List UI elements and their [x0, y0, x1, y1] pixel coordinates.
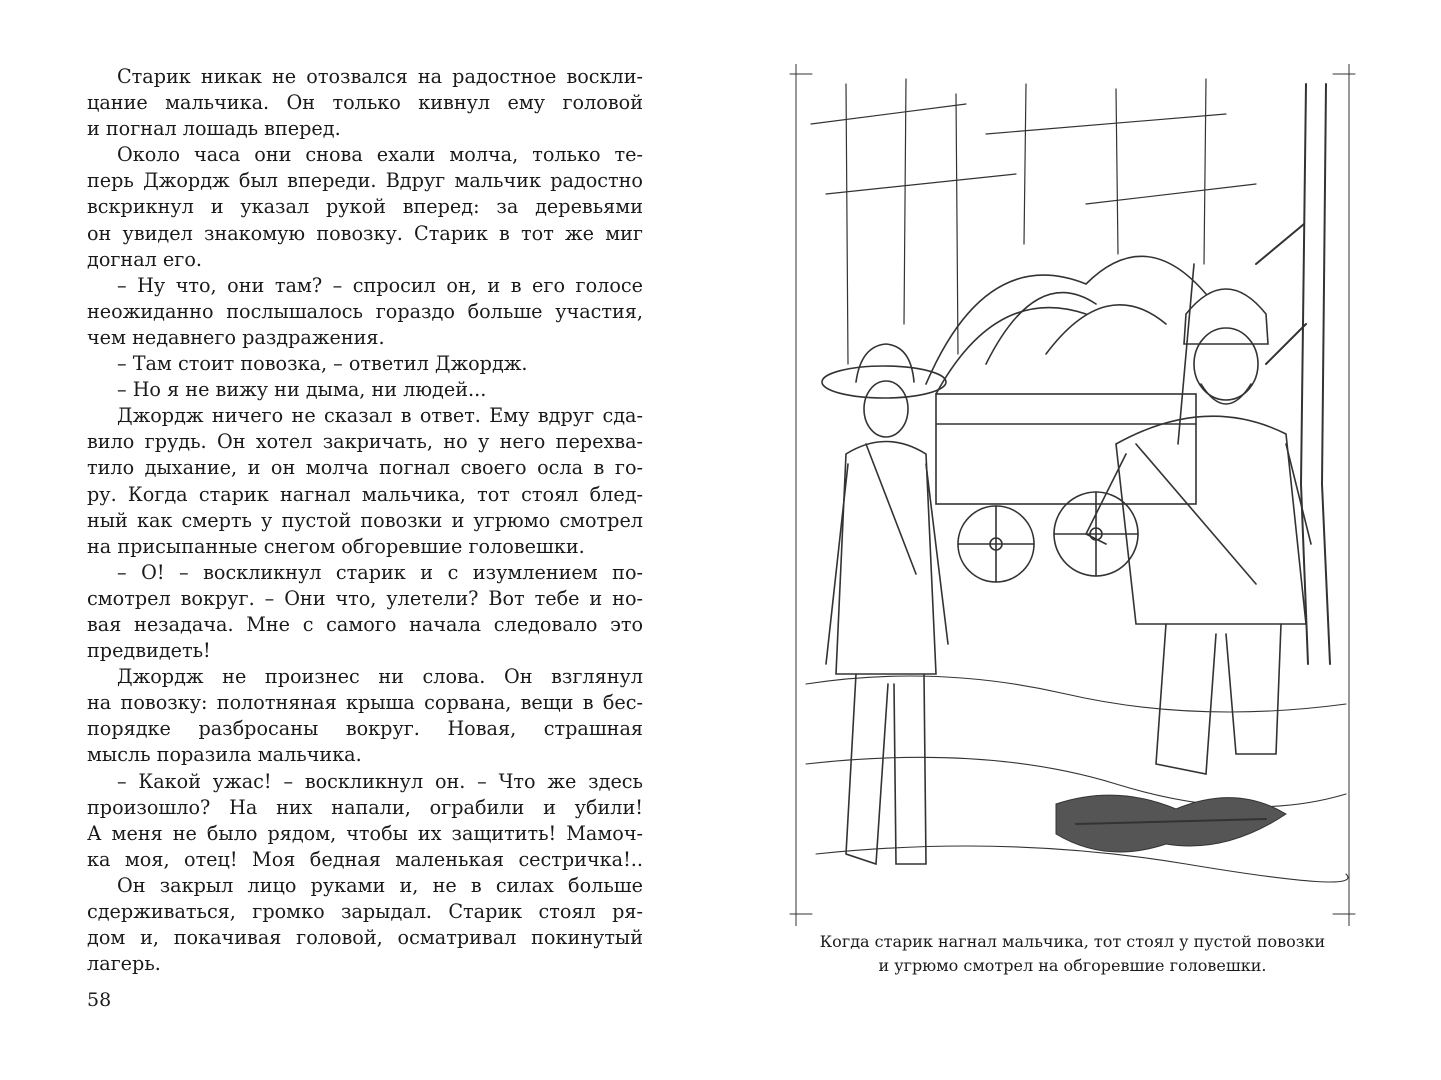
text-line: на присыпанные снегом обгоревшие головешки. — [87, 534, 585, 558]
text-line: чем недавнего раздражения. — [87, 325, 385, 349]
text-line: ру. Когда старик нагнал мальчика, тот стоял блед- — [87, 482, 643, 506]
illustration-caption — [786, 930, 1359, 978]
text-line: дом и, покачивая головой, осматривал покинутый — [87, 926, 643, 950]
caption-line: и угрюмо смотрел на обгоревшие головешки. — [878, 956, 1267, 975]
left-page-text — [87, 64, 643, 977]
text-line: вая незадача. Мне с самого начала следовало это — [87, 612, 643, 636]
text-line: – Какой ужас! – воскликнул он. – Что же здесь — [117, 769, 643, 793]
text-line: цание мальчика. Он только кивнул ему головой — [87, 91, 643, 115]
text-line: Старик никак не отозвался на радостное воскли- — [117, 65, 643, 88]
text-line: Около часа они снова ехали молча, только те- — [117, 143, 643, 167]
text-line: мысль поразила мальчика. — [87, 743, 362, 767]
text-line: Он закрыл лицо руками и, не в силах больше — [117, 873, 643, 897]
text-line: Джордж не произнес ни слова. Он взглянул — [117, 665, 643, 689]
text-line: смотрел вокруг. – Они что, улетели? Вот тебе и но- — [87, 586, 643, 610]
text-line: перь Джордж был впереди. Вдруг мальчик радостно — [87, 169, 643, 193]
text-line: ка моя, отец! Моя бедная маленькая сестричка!.. — [87, 847, 643, 871]
text-line: догнал его. — [87, 247, 202, 271]
text-line: он увидел знакомую повозку. Старик в тот же миг — [87, 221, 643, 245]
text-line: – Ну что, они там? – спросил он, и в его голосе — [117, 273, 643, 297]
text-line: неожиданно послышалось гораздо больше участия, — [87, 299, 643, 323]
text-line: порядке разбросаны вокруг. Новая, страшная — [87, 717, 643, 741]
text-line: и погнал лошадь вперед. — [87, 117, 341, 141]
illustration — [786, 64, 1359, 926]
text-line: вило грудь. Он хотел закричать, но у него перехва- — [87, 430, 643, 454]
text-line: тило дыхание, и он молча погнал своего осла в го- — [87, 456, 643, 480]
caption-line: Когда старик нагнал мальчика, тот стоял у пустой повозки — [819, 932, 1326, 951]
illustration-sketch — [786, 64, 1359, 926]
page-number: 58 — [87, 989, 112, 1011]
text-line: ный как смерть у пустой повозки и угрюмо смотрел — [87, 508, 643, 532]
text-line: вскрикнул и указал рукой вперед: за деревьями — [87, 195, 643, 219]
text-line: – Но я не вижу ни дыма, ни людей... — [117, 378, 487, 402]
text-line: произошло? На них напали, ограбили и убили! — [87, 795, 643, 819]
text-line: – О! – воскликнул старик и с изумлением по- — [117, 560, 643, 584]
text-line: А меня не было рядом, чтобы их защитить! Мамоч- — [87, 821, 643, 845]
text-line: на повозку: полотняная крыша сорвана, вещи в бес- — [87, 691, 643, 715]
text-line: сдерживаться, громко зарыдал. Старик стоял ря- — [87, 900, 643, 923]
text-line: лагерь. — [87, 952, 161, 976]
text-line: – Там стоит повозка, – ответил Джордж. — [117, 352, 528, 376]
text-line: Джордж ничего не сказал в ответ. Ему вдруг сда- — [117, 404, 643, 428]
text-line: предвидеть! — [87, 639, 211, 663]
